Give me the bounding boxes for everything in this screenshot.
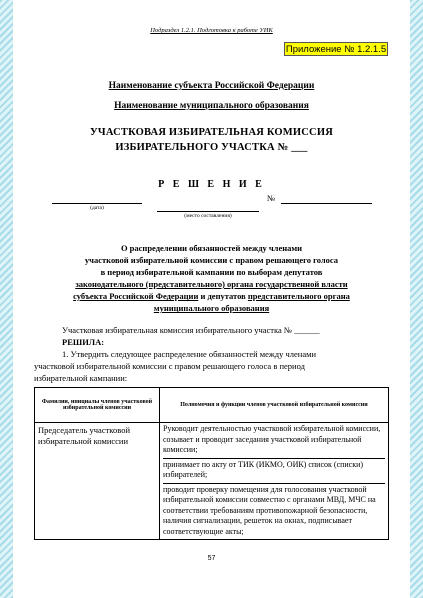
item1-line3: избирательной кампании: — [34, 373, 128, 383]
doc-title-and: и депутатов — [198, 291, 248, 301]
date-line — [52, 203, 142, 204]
appendix-label: Приложение № 1.2.1.5 — [285, 44, 387, 55]
place-line — [157, 211, 259, 212]
doc-title-subject: субъекта Российской Федерации — [73, 291, 199, 301]
col-header-members: Фамилии, инициалы членов участковой избирательной комиссии — [35, 388, 160, 423]
col-header-duties: Полномочия и функции членов участковой избирательной комиссии — [160, 388, 389, 423]
subject-name: Наименование субъекта Российской Федерации — [108, 81, 315, 91]
doc-title-line3: в период избирательной кампании по выборам депутатов — [100, 267, 323, 277]
duties-cell — [160, 423, 389, 540]
duty-item: принимает по акту от ТИК (ИКМО, ОИК) список (списки) избирателей; — [163, 459, 385, 484]
doc-title-line4: законодательного (представительного) органа государственной власти — [75, 279, 348, 289]
commission-title-line2: ИЗБИРАТЕЛЬНОГО УЧАСТКА № ___ — [115, 142, 308, 153]
place-caption: (место составления) — [184, 213, 232, 219]
section-header: Подраздел 1.2.1. Подготовка к работе УИК — [150, 27, 273, 34]
doc-title-body: представительного органа — [247, 291, 350, 301]
item1-number: 1. — [62, 349, 69, 359]
number-line — [281, 203, 372, 204]
table-row — [35, 423, 389, 540]
resolved-label: РЕШИЛА: — [62, 337, 105, 347]
duties-table — [34, 387, 389, 540]
doc-title-line5 — [0, 291, 423, 301]
duty-item: проводит проверку помещения для голосования участковой избирательной комиссии совместно с органами МВД, МЧС на соответствии требованиям противопожарной безопасности, наличия сигнализации, решеток на окнах, подписывает соответствующие акты; — [163, 484, 376, 536]
doc-title-line1: О распределении обязанностей между членами — [120, 243, 303, 253]
commission-title-line1: УЧАСТКОВАЯ ИЗБИРАТЕЛЬНАЯ КОМИССИЯ — [90, 127, 333, 138]
role-cell: Председатель участковой избирательной комиссии — [35, 423, 160, 540]
municipality-name: Наименование муниципального образования — [114, 101, 309, 111]
decision-heading: Р Е Ш Е Н И Е — [158, 179, 265, 190]
duty-item: Руководит деятельностью участковой избирательной комиссии, созывает и проводит заседания участковой избирательной комиссии; — [163, 423, 385, 459]
date-caption: (дата) — [90, 205, 104, 211]
doc-title-line2: участковой избирательной комиссии с правом решающего голоса — [84, 255, 339, 265]
item1-line2: участковой избирательной комиссии с правом решающего голоса в период — [34, 361, 305, 371]
page-number: 57 — [207, 555, 216, 562]
number-sign: № — [267, 193, 276, 203]
doc-title-line6: муниципального образования — [153, 303, 270, 313]
intro-text: Участковая избирательная комиссия избирательного участка № ______ — [62, 325, 320, 335]
item1-text: Утвердить следующее распределение обязанностей между членами — [70, 349, 317, 359]
table-header-row — [35, 388, 389, 423]
item1-line1 — [62, 349, 316, 359]
